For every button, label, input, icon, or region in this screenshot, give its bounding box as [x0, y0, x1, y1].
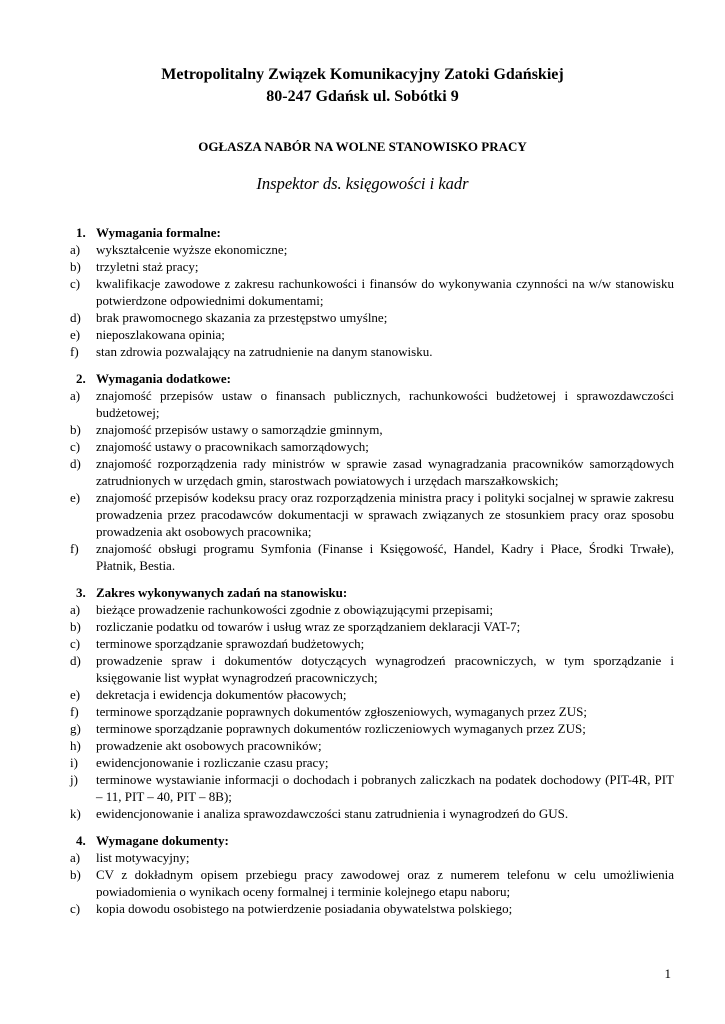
list-item-letter: d)	[70, 653, 81, 668]
list-item-text: wykształcenie wyższe ekonomiczne;	[96, 242, 288, 257]
list-item-letter: c)	[70, 636, 81, 651]
list-item	[70, 737, 674, 754]
section-title	[70, 224, 674, 241]
list-item-letter: h)	[70, 738, 81, 753]
list-item	[70, 455, 674, 489]
list-item	[70, 540, 674, 574]
list-item-text: nieposzlakowana opinia;	[96, 327, 225, 342]
list-item-letter: e)	[70, 327, 81, 342]
list-item-letter: g)	[70, 721, 81, 736]
list-item	[70, 805, 674, 822]
list-item	[70, 258, 674, 275]
list-item-letter: a)	[70, 388, 81, 403]
list-item-text: prowadzenie spraw i dokumentów dotyczących wynagrodzeń pracowniczych, w tym sporządzanie i księgowanie list wypłat wynagrodzeń pracowniczych;	[96, 653, 674, 685]
document-header	[0, 64, 725, 108]
list-item	[70, 275, 674, 309]
list-item-letter: k)	[70, 806, 81, 821]
list-item-letter: f)	[70, 344, 79, 359]
list-item-letter: i)	[70, 755, 78, 770]
list-item	[70, 343, 674, 360]
list-item-letter: b)	[70, 422, 81, 437]
list-item-text: kopia dowodu osobistego na potwierdzenie posiadania obywatelstwa polskiego;	[96, 901, 513, 916]
list-item-text: terminowe sporządzanie poprawnych dokumentów zgłoszeniowych, wymaganych przez ZUS;	[96, 704, 587, 719]
section-2	[70, 370, 674, 574]
organization-address: 80-247 Gdańsk ul. Sobótki 9	[266, 88, 459, 105]
list-item-letter: f)	[70, 704, 79, 719]
list-item-text: stan zdrowia pozwalający na zatrudnienie na danym stanowisku.	[96, 344, 433, 359]
list-item-letter: e)	[70, 490, 81, 505]
list-item	[70, 309, 674, 326]
list-item-letter: f)	[70, 541, 79, 556]
list-item-text: bieżące prowadzenie rachunkowości zgodnie z obowiązującymi przepisami;	[96, 602, 494, 617]
list-item-text: trzyletni staż pracy;	[96, 259, 199, 274]
list-item-text: ewidencjonowanie i analiza sprawozdawczości stanu zatrudnienia i wynagrodzeń do GUS.	[96, 806, 569, 821]
list-item-letter: c)	[70, 901, 81, 916]
organization-name: Metropolitalny Związek Komunikacyjny Zatoki Gdańskiej	[161, 66, 564, 83]
list-item	[70, 754, 674, 771]
list-item	[70, 900, 674, 917]
list-item	[70, 387, 674, 421]
list-item-text: terminowe sporządzanie sprawozdań budżetowych;	[96, 636, 365, 651]
section-title-text: Wymagania formalne:	[96, 225, 221, 240]
section-title-text: Wymagane dokumenty:	[96, 833, 229, 848]
list-item-letter: e)	[70, 687, 81, 702]
list-item	[70, 601, 674, 618]
section-1	[70, 224, 674, 360]
list-item-letter: b)	[70, 867, 81, 882]
list-item	[70, 241, 674, 258]
list-item	[70, 618, 674, 635]
list-item	[70, 686, 674, 703]
list-item-text: rozliczanie podatku od towarów i usług wraz ze sporządzaniem deklaracji VAT-7;	[96, 619, 521, 634]
list-item-letter: d)	[70, 310, 81, 325]
list-item-letter: c)	[70, 439, 81, 454]
section-title-text: Zakres wykonywanych zadań na stanowisku:	[96, 585, 348, 600]
section-number: 1.	[76, 225, 86, 240]
list-item-letter: a)	[70, 850, 81, 865]
list-item-letter: c)	[70, 276, 81, 291]
list-item-text: znajomość przepisów ustawy o samorządzie gminnym,	[96, 422, 383, 437]
list-item	[70, 866, 674, 900]
list-item-text: terminowe wystawianie informacji o dochodach i pobranych zaliczkach na podatek dochodowy (PIT-4R, PIT – 11, PIT – 40, PIT – 8B);	[96, 772, 674, 804]
section-title	[70, 370, 674, 387]
list-item-letter: a)	[70, 242, 81, 257]
list-item	[70, 703, 674, 720]
section-3	[70, 584, 674, 822]
list-item-text: list motywacyjny;	[96, 850, 190, 865]
list-item-text: znajomość przepisów kodeksu pracy oraz rozporządzenia ministra pracy i polityki socjalnej w sprawie zakresu prowadzenia przez pracodawców dokumentacji w sprawach związanych ze stosunkiem pracy oraz sposobu prowadzenia akt osobowych pracownika;	[96, 490, 674, 539]
list-item	[70, 849, 674, 866]
section-number: 4.	[76, 833, 86, 848]
list-item	[70, 438, 674, 455]
section-number: 3.	[76, 585, 86, 600]
list-item-text: znajomość rozporządzenia rady ministrów w sprawie zasad wynagradzania pracowników samorządowych zatrudnionych w urzędach gmin, starostwach powiatowych i urzędach marszałkowskich;	[96, 456, 674, 488]
list-item-text: znajomość przepisów ustaw o finansach publicznych, rachunkowości budżetowej i sprawozdawczości budżetowej;	[96, 388, 674, 420]
page-number: 1	[664, 966, 671, 981]
list-item-text: dekretacja i ewidencja dokumentów płacowych;	[96, 687, 347, 702]
announcement-heading: OGŁASZA NABÓR NA WOLNE STANOWISKO PRACY	[198, 139, 527, 154]
list-item-letter: a)	[70, 602, 81, 617]
list-item	[70, 720, 674, 737]
list-item-letter: b)	[70, 619, 81, 634]
list-item	[70, 489, 674, 540]
section-title	[70, 584, 674, 601]
section-title-text: Wymagania dodatkowe:	[96, 371, 231, 386]
list-item	[70, 771, 674, 805]
section-4	[70, 832, 674, 917]
list-item-text: znajomość ustawy o pracownikach samorządowych;	[96, 439, 369, 454]
list-item-text: prowadzenie akt osobowych pracowników;	[96, 738, 322, 753]
list-item-text: CV z dokładnym opisem przebiegu pracy zawodowej oraz z numerem telefonu w celu umożliwienia powiadomienia o wynikach oceny formalnej i terminie kolejnego etapu naboru;	[96, 867, 674, 899]
list-item-text: kwalifikacje zawodowe z zakresu rachunkowości i finansów do wykonywania czynności na w/w stanowisku potwierdzone odpowiednimi dokumentami;	[96, 276, 674, 308]
list-item-text: znajomość obsługi programu Symfonia (Finanse i Księgowość, Handel, Kadry i Płace, Środki Trwałe), Płatnik, Bestia.	[96, 541, 674, 573]
list-item-text: ewidencjonowanie i rozliczanie czasu pracy;	[96, 755, 329, 770]
list-item	[70, 421, 674, 438]
position-title: Inspektor ds. księgowości i kadr	[256, 174, 469, 193]
list-item-letter: j)	[70, 772, 78, 787]
list-item	[70, 635, 674, 652]
list-item-letter: d)	[70, 456, 81, 471]
list-item-letter: b)	[70, 259, 81, 274]
section-number: 2.	[76, 371, 86, 386]
section-title	[70, 832, 674, 849]
list-item-text: terminowe sporządzanie poprawnych dokumentów rozliczeniowych wymaganych przez ZUS;	[96, 721, 586, 736]
list-item-text: brak prawomocnego skazania za przestępstwo umyślne;	[96, 310, 388, 325]
list-item	[70, 326, 674, 343]
list-item	[70, 652, 674, 686]
document-body	[70, 224, 674, 927]
